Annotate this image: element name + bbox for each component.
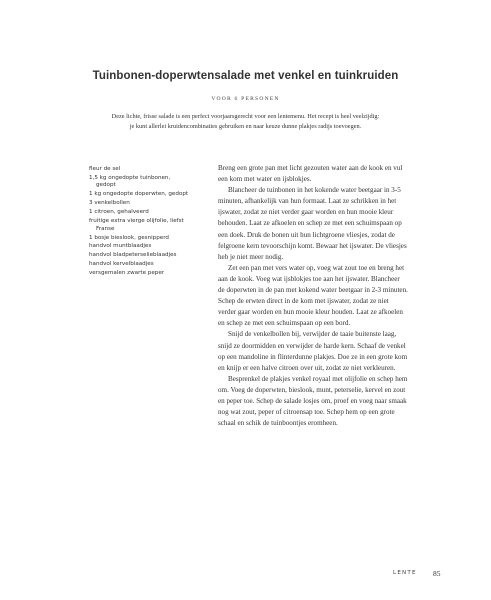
ingredient-item: 3 venkelbollen (89, 200, 130, 207)
ingredient-item: 1,5 kg ongedopte tuinbonen, gedopt (89, 174, 171, 189)
method-paragraph: Snijd de venkelbollen bij, verwijder de taaie buitenste laag, snijd ze doormidden en verwijder de harde kern. Schaaf de venkel op een mandoline in flinterdunne plakjes. Doe ze in een grote kom en knijp er een halve citroen over uit, zodat ze niet verkleuren. (218, 330, 408, 372)
ingredient-item: handvol muntblaadjes (89, 243, 152, 250)
section-label: LENTE (393, 570, 417, 576)
method-paragraph: Blancheer de tuinbonen in het kokende water beetgaar in 3-5 minuten, afhankelijk van hun formaat. Laat ze schrikken in het ijswater, zodat ze niet verder gaar worden en hun mooie kleur behouden. Laat ze afkoelen en schep ze met een schuimspaan op een doek. Druk de bonen uit hun lichtgroene vliesjes, zodat de felgroene kern tevoorschijn komt. Bewaar het ijswater. De vliesjes heb je niet meer nodig. (218, 186, 407, 261)
method-text (218, 163, 408, 429)
ingredient-item: fruitige extra vierge olijfolie, liefst Franse (89, 218, 184, 232)
ingredient-item: fleur de sel (89, 166, 121, 172)
ingredient-list (89, 166, 189, 279)
method-paragraph: Besprenkel de plakjes venkel royaal met olijfolie en schep hem om. Voeg de doperwten, bieslook, munt, peterselie, kervel en zout en peper toe. Schep de salade losjes om, proef en voeg naar smaak nog wat zout, peper of citroensap toe. Schep hem op een grote schaal en schik de tuinboontjes eromheen. (218, 374, 408, 428)
method-paragraph: Breng een grote pan met licht gezouten water aan de kook en vul een kom met water en ijsblokjes. (218, 164, 403, 184)
recipe-intro: Deze lichte, frisse salade is een perfect voorjaarsgerecht voor een lentemenu. Het recept is heel veelzijdig: je kunt allerlei kruidencombinaties gebruiken en naar keuze dunne plakjes radijs toevoegen. (111, 113, 380, 130)
servings-label: VOOR 6 PERSONEN (211, 96, 280, 102)
ingredient-item: 1 kg ongedopte doperwten, gedopt (89, 191, 189, 198)
ingredient-item: 1 citroen, gehalveerd (89, 209, 149, 216)
ingredient-item: handvol kervelblaadjes (89, 261, 154, 268)
method-paragraph: Zet een pan met vers water op, voeg wat zout toe en breng het aan de kook. Voeg wat ijsblokjes toe aan het ijswater. Blancheer de doperwten in de pan met kokend water beetgaar in 2-3 minuten. Schep de erwten direct in de kom met ijswater, zodat ze niet verder gaar worden en hun mooie kleur houden. Laat ze afkoelen en schep ze met een schuimspaan op een bord. (218, 263, 408, 328)
page-number: 85 (433, 569, 441, 578)
recipe-title: Tuinbonen-doperwtensalade met venkel en tuinkruiden (92, 70, 399, 82)
ingredient-item: handvol bladpeterselieblaadjes (89, 252, 177, 259)
ingredient-item: 1 bosje bieslook, gesnipperd (89, 234, 169, 241)
ingredient-item: versgemalen zwarte peper (89, 270, 165, 277)
